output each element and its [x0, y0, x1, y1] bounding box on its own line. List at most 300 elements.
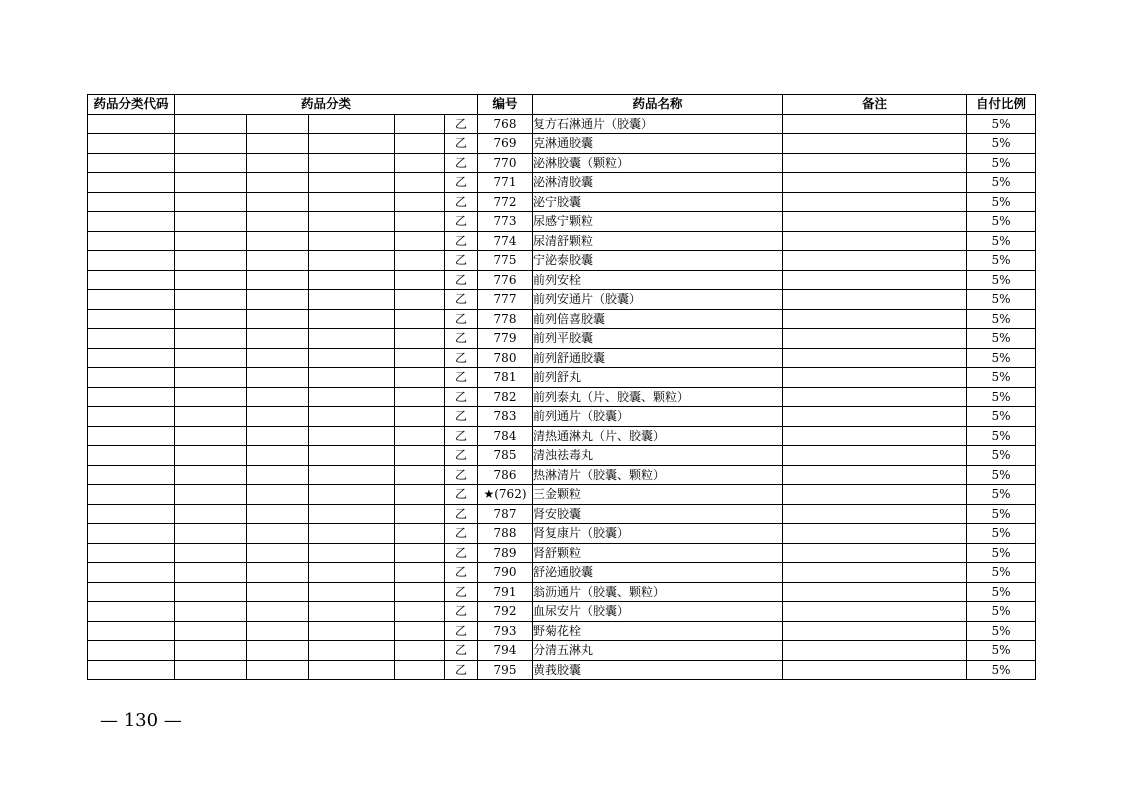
cell-category-3 [309, 270, 395, 290]
cell-category-2 [247, 485, 309, 505]
cell-grade: 乙 [445, 485, 478, 505]
table-row [88, 446, 1036, 466]
cell-grade: 乙 [445, 270, 478, 290]
cell-drug-name: 泌淋胶囊（颗粒） [533, 153, 783, 173]
table-row [88, 192, 1036, 212]
cell-category-4 [395, 173, 445, 193]
cell-category-1 [175, 231, 247, 251]
cell-grade: 乙 [445, 348, 478, 368]
cell-grade: 乙 [445, 407, 478, 427]
cell-remark [783, 329, 967, 349]
cell-grade: 乙 [445, 368, 478, 388]
cell-ratio: 5% [967, 660, 1036, 680]
cell-remark [783, 192, 967, 212]
cell-category-4 [395, 387, 445, 407]
cell-remark [783, 231, 967, 251]
cell-code [88, 270, 175, 290]
cell-ratio: 5% [967, 563, 1036, 583]
cell-number: 795 [478, 660, 533, 680]
cell-number: 777 [478, 290, 533, 310]
cell-category-4 [395, 504, 445, 524]
cell-category-2 [247, 407, 309, 427]
cell-ratio: 5% [967, 465, 1036, 485]
cell-category-1 [175, 251, 247, 271]
cell-category-1 [175, 563, 247, 583]
cell-remark [783, 114, 967, 134]
cell-grade: 乙 [445, 465, 478, 485]
cell-code [88, 192, 175, 212]
cell-remark [783, 348, 967, 368]
table-row [88, 231, 1036, 251]
cell-code [88, 504, 175, 524]
cell-ratio: 5% [967, 270, 1036, 290]
cell-grade: 乙 [445, 173, 478, 193]
cell-number: 782 [478, 387, 533, 407]
cell-remark [783, 660, 967, 680]
cell-number: 780 [478, 348, 533, 368]
cell-drug-name: 尿感宁颗粒 [533, 212, 783, 232]
table-row [88, 387, 1036, 407]
cell-grade: 乙 [445, 290, 478, 310]
cell-number: 784 [478, 426, 533, 446]
cell-code [88, 641, 175, 661]
cell-category-1 [175, 212, 247, 232]
cell-grade: 乙 [445, 426, 478, 446]
cell-number: 781 [478, 368, 533, 388]
cell-category-4 [395, 251, 445, 271]
cell-number: 786 [478, 465, 533, 485]
cell-category-3 [309, 426, 395, 446]
cell-drug-name: 翁沥通片（胶囊、颗粒） [533, 582, 783, 602]
table-row [88, 504, 1036, 524]
cell-category-3 [309, 485, 395, 505]
table-row [88, 485, 1036, 505]
cell-code [88, 621, 175, 641]
cell-ratio: 5% [967, 212, 1036, 232]
cell-category-3 [309, 348, 395, 368]
cell-category-2 [247, 524, 309, 544]
cell-number: 793 [478, 621, 533, 641]
cell-category-3 [309, 543, 395, 563]
cell-category-4 [395, 231, 445, 251]
cell-ratio: 5% [967, 641, 1036, 661]
cell-drug-name: 泌淋清胶囊 [533, 173, 783, 193]
cell-grade: 乙 [445, 602, 478, 622]
cell-ratio: 5% [967, 621, 1036, 641]
cell-grade: 乙 [445, 641, 478, 661]
cell-remark [783, 173, 967, 193]
table-header-row [88, 95, 1036, 115]
cell-remark [783, 543, 967, 563]
cell-remark [783, 134, 967, 154]
cell-category-1 [175, 465, 247, 485]
cell-category-3 [309, 641, 395, 661]
cell-drug-name: 复方石淋通片（胶囊） [533, 114, 783, 134]
cell-category-2 [247, 446, 309, 466]
cell-category-3 [309, 524, 395, 544]
table-row [88, 368, 1036, 388]
cell-category-2 [247, 114, 309, 134]
cell-category-4 [395, 465, 445, 485]
table-row [88, 114, 1036, 134]
cell-ratio: 5% [967, 114, 1036, 134]
cell-category-2 [247, 368, 309, 388]
cell-category-1 [175, 114, 247, 134]
cell-category-4 [395, 426, 445, 446]
cell-category-4 [395, 134, 445, 154]
table-row [88, 173, 1036, 193]
cell-category-4 [395, 114, 445, 134]
table-row [88, 290, 1036, 310]
cell-remark [783, 602, 967, 622]
cell-number: 794 [478, 641, 533, 661]
table-row [88, 309, 1036, 329]
cell-category-2 [247, 231, 309, 251]
cell-category-1 [175, 407, 247, 427]
cell-code [88, 290, 175, 310]
cell-remark [783, 270, 967, 290]
cell-category-2 [247, 543, 309, 563]
cell-remark [783, 641, 967, 661]
cell-remark [783, 621, 967, 641]
cell-code [88, 582, 175, 602]
cell-drug-name: 黄莪胶囊 [533, 660, 783, 680]
header-code: 药品分类代码 [88, 95, 175, 115]
cell-category-1 [175, 504, 247, 524]
cell-number: 768 [478, 114, 533, 134]
cell-category-2 [247, 348, 309, 368]
cell-category-2 [247, 251, 309, 271]
cell-category-4 [395, 485, 445, 505]
cell-category-4 [395, 212, 445, 232]
cell-category-3 [309, 173, 395, 193]
cell-ratio: 5% [967, 387, 1036, 407]
cell-remark [783, 251, 967, 271]
cell-drug-name: 前列舒通胶囊 [533, 348, 783, 368]
table-row [88, 582, 1036, 602]
cell-number: 775 [478, 251, 533, 271]
cell-code [88, 387, 175, 407]
cell-category-3 [309, 602, 395, 622]
cell-grade: 乙 [445, 660, 478, 680]
cell-drug-name: 前列安栓 [533, 270, 783, 290]
cell-drug-name: 热淋清片（胶囊、颗粒） [533, 465, 783, 485]
cell-code [88, 543, 175, 563]
cell-category-3 [309, 329, 395, 349]
cell-number: 771 [478, 173, 533, 193]
cell-ratio: 5% [967, 192, 1036, 212]
cell-category-3 [309, 251, 395, 271]
header-category: 药品分类 [175, 95, 478, 115]
cell-category-3 [309, 621, 395, 641]
cell-remark [783, 407, 967, 427]
cell-code [88, 212, 175, 232]
cell-category-3 [309, 114, 395, 134]
cell-drug-name: 前列平胶囊 [533, 329, 783, 349]
cell-number: 789 [478, 543, 533, 563]
cell-category-1 [175, 621, 247, 641]
table-row [88, 134, 1036, 154]
cell-number: 772 [478, 192, 533, 212]
cell-number: 773 [478, 212, 533, 232]
cell-drug-name: 舒泌通胶囊 [533, 563, 783, 583]
cell-category-4 [395, 563, 445, 583]
cell-category-4 [395, 153, 445, 173]
cell-category-4 [395, 270, 445, 290]
cell-category-3 [309, 192, 395, 212]
cell-number: ★(762) [478, 485, 533, 505]
table-row [88, 348, 1036, 368]
cell-category-2 [247, 660, 309, 680]
header-remark: 备注 [783, 95, 967, 115]
cell-category-4 [395, 524, 445, 544]
cell-drug-name: 野菊花栓 [533, 621, 783, 641]
cell-category-4 [395, 290, 445, 310]
cell-category-3 [309, 212, 395, 232]
cell-category-1 [175, 173, 247, 193]
cell-code [88, 446, 175, 466]
cell-category-1 [175, 582, 247, 602]
cell-category-3 [309, 563, 395, 583]
cell-ratio: 5% [967, 329, 1036, 349]
cell-category-1 [175, 641, 247, 661]
cell-category-3 [309, 504, 395, 524]
cell-code [88, 134, 175, 154]
cell-category-2 [247, 153, 309, 173]
cell-grade: 乙 [445, 504, 478, 524]
cell-category-4 [395, 368, 445, 388]
cell-category-1 [175, 329, 247, 349]
cell-remark [783, 504, 967, 524]
cell-category-1 [175, 524, 247, 544]
cell-code [88, 173, 175, 193]
cell-category-1 [175, 387, 247, 407]
table-row [88, 563, 1036, 583]
table-row [88, 465, 1036, 485]
cell-number: 774 [478, 231, 533, 251]
cell-grade: 乙 [445, 309, 478, 329]
cell-category-1 [175, 348, 247, 368]
table-row [88, 621, 1036, 641]
table-row [88, 524, 1036, 544]
cell-code [88, 407, 175, 427]
cell-category-3 [309, 446, 395, 466]
cell-category-2 [247, 641, 309, 661]
cell-category-1 [175, 660, 247, 680]
cell-category-4 [395, 582, 445, 602]
cell-remark [783, 290, 967, 310]
cell-code [88, 524, 175, 544]
cell-drug-name: 分清五淋丸 [533, 641, 783, 661]
cell-category-1 [175, 290, 247, 310]
cell-category-1 [175, 602, 247, 622]
cell-category-2 [247, 602, 309, 622]
cell-grade: 乙 [445, 582, 478, 602]
cell-drug-name: 血尿安片（胶囊） [533, 602, 783, 622]
cell-ratio: 5% [967, 524, 1036, 544]
cell-remark [783, 426, 967, 446]
cell-category-3 [309, 231, 395, 251]
cell-ratio: 5% [967, 134, 1036, 154]
cell-drug-name: 三金颗粒 [533, 485, 783, 505]
cell-number: 776 [478, 270, 533, 290]
cell-category-1 [175, 153, 247, 173]
cell-drug-name: 肾舒颗粒 [533, 543, 783, 563]
table-row [88, 251, 1036, 271]
cell-category-2 [247, 387, 309, 407]
page-number: — 130 — [100, 710, 182, 731]
table-row [88, 270, 1036, 290]
cell-ratio: 5% [967, 153, 1036, 173]
table-row [88, 602, 1036, 622]
cell-category-4 [395, 192, 445, 212]
cell-ratio: 5% [967, 485, 1036, 505]
cell-category-1 [175, 543, 247, 563]
cell-category-1 [175, 485, 247, 505]
cell-ratio: 5% [967, 173, 1036, 193]
cell-category-3 [309, 368, 395, 388]
header-ratio: 自付比例 [967, 95, 1036, 115]
cell-remark [783, 387, 967, 407]
cell-ratio: 5% [967, 348, 1036, 368]
cell-code [88, 563, 175, 583]
cell-grade: 乙 [445, 134, 478, 154]
header-name: 药品名称 [533, 95, 783, 115]
cell-category-1 [175, 309, 247, 329]
cell-ratio: 5% [967, 309, 1036, 329]
cell-grade: 乙 [445, 192, 478, 212]
cell-category-2 [247, 621, 309, 641]
cell-grade: 乙 [445, 231, 478, 251]
cell-drug-name: 清热通淋丸（片、胶囊） [533, 426, 783, 446]
cell-code [88, 231, 175, 251]
cell-code [88, 348, 175, 368]
cell-grade: 乙 [445, 524, 478, 544]
cell-code [88, 465, 175, 485]
cell-ratio: 5% [967, 251, 1036, 271]
cell-code [88, 602, 175, 622]
cell-code [88, 485, 175, 505]
cell-code [88, 368, 175, 388]
cell-number: 783 [478, 407, 533, 427]
cell-category-4 [395, 543, 445, 563]
cell-category-1 [175, 134, 247, 154]
cell-ratio: 5% [967, 602, 1036, 622]
cell-remark [783, 582, 967, 602]
cell-category-1 [175, 192, 247, 212]
cell-code [88, 309, 175, 329]
cell-remark [783, 153, 967, 173]
cell-code [88, 114, 175, 134]
cell-code [88, 329, 175, 349]
cell-drug-name: 前列通片（胶囊） [533, 407, 783, 427]
cell-grade: 乙 [445, 251, 478, 271]
cell-drug-name: 肾安胶囊 [533, 504, 783, 524]
cell-category-3 [309, 309, 395, 329]
cell-grade: 乙 [445, 563, 478, 583]
drug-catalog-table [87, 94, 1036, 680]
table-row [88, 660, 1036, 680]
cell-remark [783, 212, 967, 232]
cell-drug-name: 尿清舒颗粒 [533, 231, 783, 251]
cell-category-4 [395, 329, 445, 349]
cell-category-2 [247, 290, 309, 310]
cell-remark [783, 446, 967, 466]
cell-category-2 [247, 134, 309, 154]
cell-drug-name: 前列泰丸（片、胶囊、颗粒） [533, 387, 783, 407]
cell-category-3 [309, 465, 395, 485]
cell-grade: 乙 [445, 446, 478, 466]
cell-category-2 [247, 270, 309, 290]
table-row [88, 212, 1036, 232]
cell-category-2 [247, 504, 309, 524]
cell-grade: 乙 [445, 212, 478, 232]
cell-grade: 乙 [445, 387, 478, 407]
cell-category-3 [309, 290, 395, 310]
cell-category-3 [309, 153, 395, 173]
cell-ratio: 5% [967, 582, 1036, 602]
cell-ratio: 5% [967, 426, 1036, 446]
cell-category-1 [175, 446, 247, 466]
table-row [88, 543, 1036, 563]
cell-drug-name: 前列舒丸 [533, 368, 783, 388]
table-row [88, 153, 1036, 173]
table-row [88, 329, 1036, 349]
cell-remark [783, 465, 967, 485]
cell-category-4 [395, 348, 445, 368]
cell-grade: 乙 [445, 114, 478, 134]
cell-category-2 [247, 465, 309, 485]
cell-number: 785 [478, 446, 533, 466]
cell-number: 779 [478, 329, 533, 349]
cell-drug-name: 克淋通胶囊 [533, 134, 783, 154]
cell-ratio: 5% [967, 290, 1036, 310]
cell-remark [783, 485, 967, 505]
cell-category-3 [309, 134, 395, 154]
cell-remark [783, 563, 967, 583]
cell-ratio: 5% [967, 446, 1036, 466]
cell-category-4 [395, 446, 445, 466]
cell-grade: 乙 [445, 621, 478, 641]
cell-category-1 [175, 270, 247, 290]
cell-drug-name: 前列安通片（胶囊） [533, 290, 783, 310]
cell-code [88, 153, 175, 173]
cell-ratio: 5% [967, 543, 1036, 563]
cell-category-2 [247, 563, 309, 583]
cell-category-4 [395, 309, 445, 329]
cell-drug-name: 宁泌泰胶囊 [533, 251, 783, 271]
table-row [88, 641, 1036, 661]
cell-category-3 [309, 387, 395, 407]
cell-category-2 [247, 426, 309, 446]
cell-number: 778 [478, 309, 533, 329]
cell-category-4 [395, 660, 445, 680]
cell-category-2 [247, 329, 309, 349]
table-body [88, 114, 1036, 680]
cell-remark [783, 368, 967, 388]
cell-number: 790 [478, 563, 533, 583]
cell-grade: 乙 [445, 543, 478, 563]
cell-ratio: 5% [967, 231, 1036, 251]
cell-code [88, 426, 175, 446]
cell-category-2 [247, 309, 309, 329]
cell-category-2 [247, 582, 309, 602]
table-row [88, 426, 1036, 446]
cell-number: 792 [478, 602, 533, 622]
cell-ratio: 5% [967, 368, 1036, 388]
cell-remark [783, 309, 967, 329]
cell-category-4 [395, 407, 445, 427]
